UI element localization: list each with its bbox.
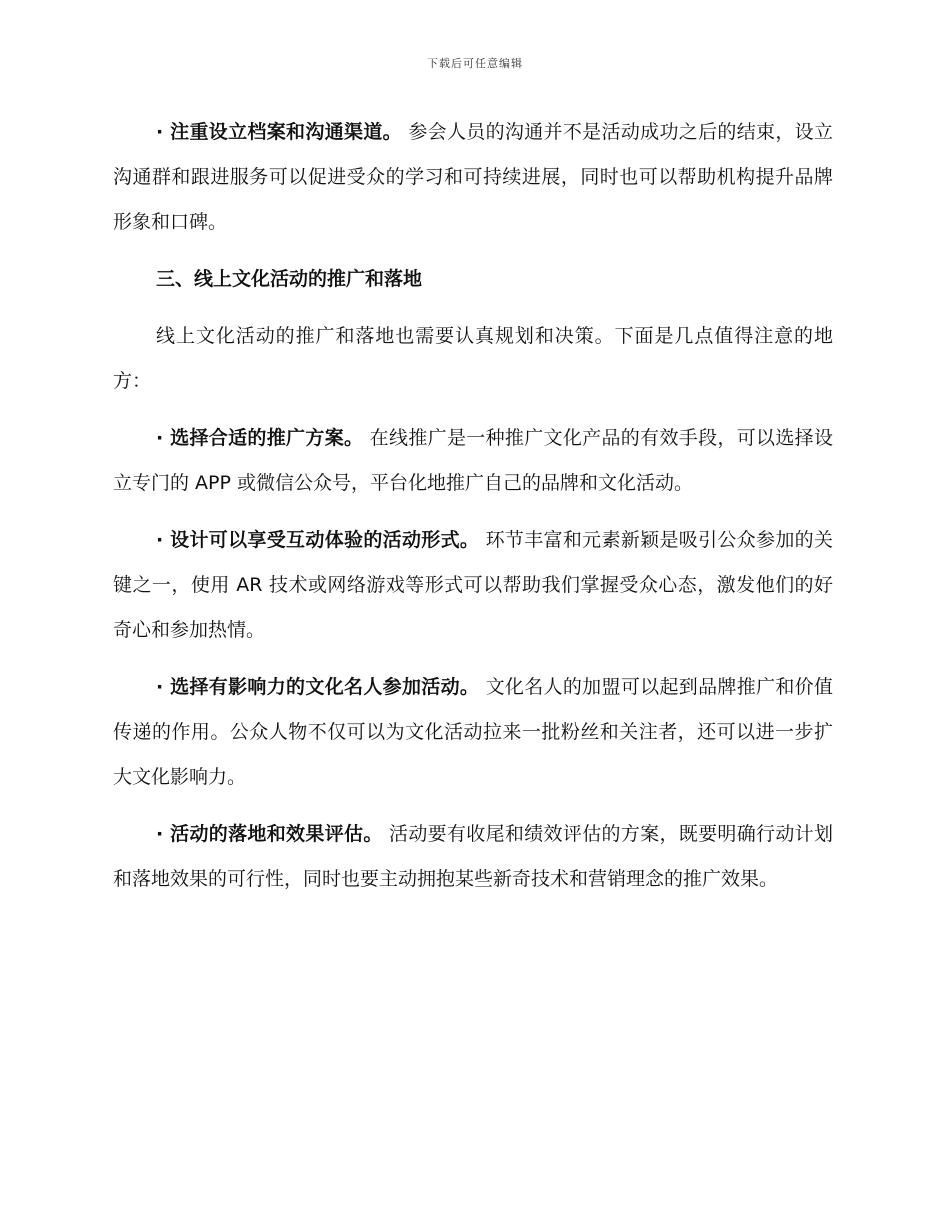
bullet-lead: · 选择合适的推广方案。 [156, 427, 364, 449]
bullet-lead: · 选择有影响力的文化名人参加活动。 [156, 676, 480, 698]
bullet-text: 参会人员的沟通并不是活动成功之后的结束，设立沟通群和跟进服务可以促进受众的学习和可持续进展，同时也可以帮助机构提升品牌形象和口碑。 [113, 121, 833, 233]
paragraph-communication-channels [113, 110, 833, 245]
header-note: 下载后可任意编辑 [427, 57, 523, 70]
section-heading: 三、线上文化活动的推广和落地 [156, 268, 423, 290]
bullet-text: 环节丰富和元素新颖是吸引公众参加的关键之一，使用 AR 技术或网络游戏等形式可以帮助我们掌握受众心态，激发他们的好奇心和参加热情。 [113, 529, 833, 641]
intro-paragraph: 线上文化活动的推广和落地也需要认真规划和决策。下面是几点值得注意的地方： [113, 325, 833, 392]
paragraph-evaluation [113, 812, 833, 902]
paragraph-interactive-experience [113, 518, 833, 653]
bullet-lead: · 活动的落地和效果评估。 [156, 823, 383, 845]
paragraph-cultural-celebrities [113, 665, 833, 800]
bullet-lead: · 设计可以享受互动体验的活动形式。 [156, 529, 480, 551]
bullet-lead: · 注重设立档案和沟通渠道。 [156, 121, 402, 143]
bullet-text: 在线推广是一种推广文化产品的有效手段，可以选择设立专门的 APP 或微信公众号，平台化地推广自己的品牌和文化活动。 [113, 427, 833, 494]
bullet-text: 活动要有收尾和绩效评估的方案，既要明确行动计划和落地效果的可行性，同时也要主动拥抱某些新奇技术和营销理念的推广效果。 [113, 823, 833, 890]
paragraph-promotion-plan [113, 416, 833, 506]
document-body [113, 110, 833, 914]
bullet-text: 文化名人的加盟可以起到品牌推广和价值传递的作用。公众人物不仅可以为文化活动拉来一批粉丝和关注者，还可以进一步扩大文化影响力。 [113, 676, 833, 788]
